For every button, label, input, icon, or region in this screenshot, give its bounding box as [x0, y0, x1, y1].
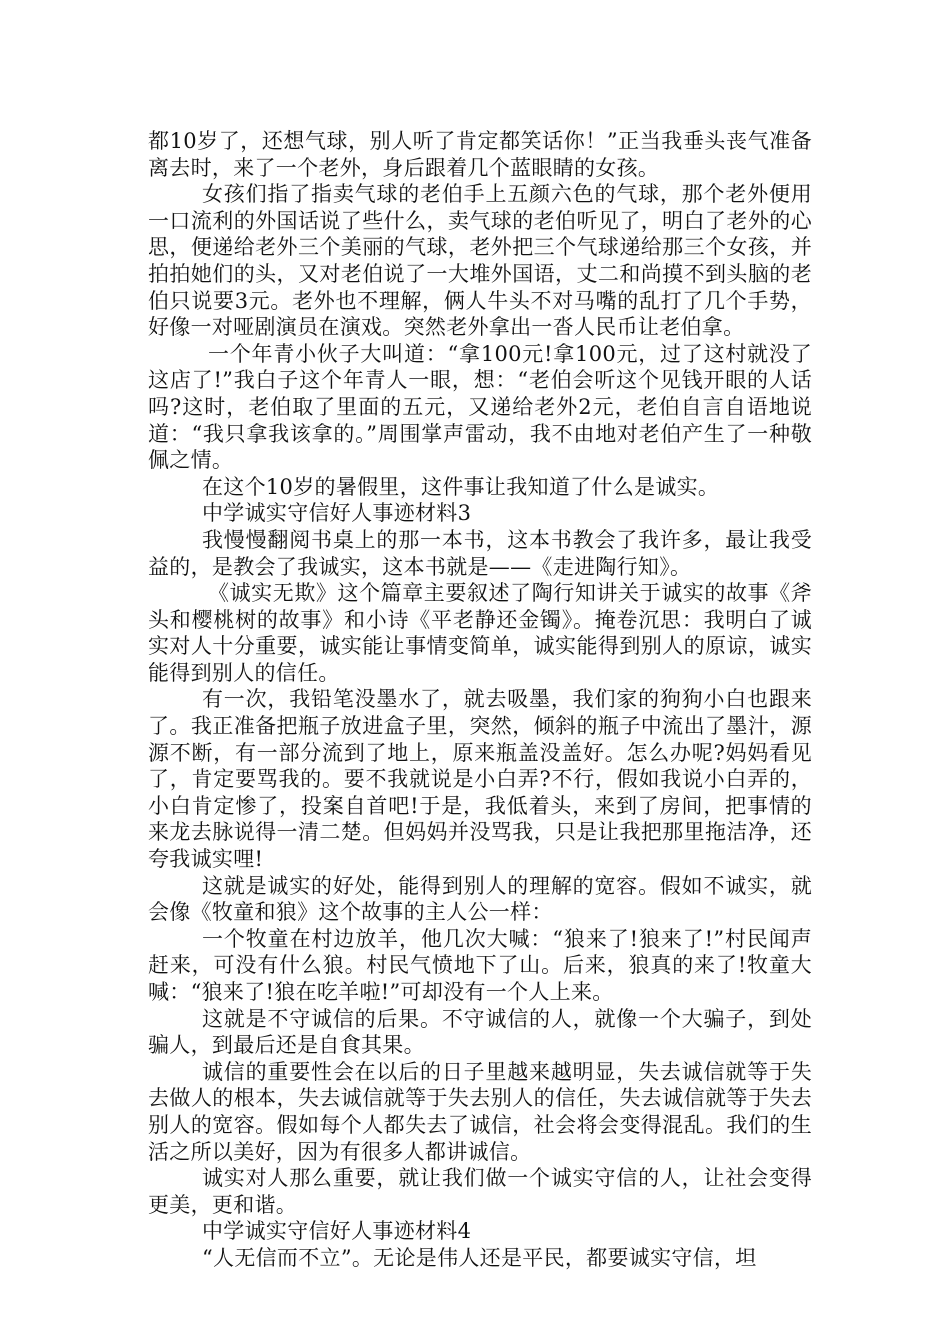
paragraph: “人无信而不立”。无论是伟人还是平民，都要诚实守信，坦: [202, 1245, 757, 1270]
paragraph: 有一次，我铅笔没墨水了，就去吸墨，我们家的狗狗小白也跟来了。我正准备把瓶子放进盒子里，突然，倾斜的瓶子中流出了墨汁，源源不断，有一部分流到了地上，原来瓶盖没盖好。怎么办呢?妈妈看见了，肯定要骂我的。要不我就说是小白弄?不行，假如我说小白弄的，小白肯定惨了，投案自首吧!于是，我低着头，来到了房间，把事情的来龙去脉说得一清二楚。但妈妈并没骂我，只是让我把那里拖洁净，还夸我诚实哩!: [148, 687, 812, 872]
paragraph: 诚实对人那么重要，就让我们做一个诚实守信的人，让社会变得更美，更和谐。: [148, 1166, 812, 1217]
paragraph: 《诚实无欺》这个篇章主要叙述了陶行知讲关于诚实的故事《斧头和樱桃树的故事》和小诗《平老静还金镯》。掩卷沉思：我明白了诚实对人十分重要，诚实能让事情变简单，诚实能得到别人的原谅，诚实能得到别人的信任。: [148, 581, 812, 685]
paragraph: 一个年青小伙子大叫道：“拿100元!拿100元，过了这村就没了这店了!”我白子这个年青人一眼，想：“老伯会听这个见钱开眼的人话吗?这时，老伯取了里面的五元，又递给老外2元，老伯自言自语地说道：“我只拿我该拿的。”周围掌声雷动，我不由地对老伯产生了一种敬佩之情。: [148, 341, 812, 473]
section-heading: 中学诚实守信好人事迹材料4: [202, 1219, 472, 1244]
document-body: [148, 128, 812, 1272]
paragraph: 这就是诚实的好处，能得到别人的理解的宽容。假如不诚实，就会像《牧童和狼》这个故事的主人公一样：: [148, 873, 812, 925]
paragraph: 在这个10岁的暑假里，这件事让我知道了什么是诚实。: [202, 474, 720, 499]
paragraph: 一个牧童在村边放羊，他几次大喊：“狼来了!狼来了!”村民闻声赶来，可没有什么狼。村民气愤地下了山。后来，狼真的来了!牧童大喊：“狼来了!狼在吃羊啦!”可却没有一个人上来。: [148, 926, 812, 1004]
paragraph: 女孩们指了指卖气球的老伯手上五颜六色的气球，那个老外便用一口流利的外国话说了些什么，卖气球的老伯听见了，明白了老外的心思，便递给老外三个美丽的气球，老外把三个气球递给那三个女孩，并拍拍她们的头，又对老伯说了一大堆外国语，丈二和尚摸不到头脑的老伯只说要3元。老外也不理解，俩人牛头不对马嘴的乱打了几个手势，好像一对哑剧演员在演戏。突然老外拿出一沓人民币让老伯拿。: [148, 182, 812, 340]
paragraph: 诚信的重要性会在以后的日子里越来越明显，失去诚信就等于失去做人的根本，失去诚信就等于失去别人的信任，失去诚信就等于失去别人的宽容。假如每个人都失去了诚信，社会将会变得混乱。我们的生活之所以美好，因为有很多人都讲诚信。: [148, 1059, 812, 1164]
paragraph: 这就是不守诚信的后果。不守诚信的人，就像一个大骗子，到处骗人，到最后还是自食其果。: [148, 1006, 812, 1058]
paragraph: 我慢慢翻阅书桌上的那一本书，这本书教会了我许多，最让我受益的，是教会了我诚实，这本书就是——《走进陶行知》。: [148, 527, 812, 579]
paragraph: 都10岁了，还想气球，别人听了肯定都笑话你！”正当我垂头丧气准备离去时，来了一个老外，身后跟着几个蓝眼睛的女孩。: [148, 129, 812, 180]
section-heading: 中学诚实守信好人事迹材料3: [202, 501, 472, 526]
